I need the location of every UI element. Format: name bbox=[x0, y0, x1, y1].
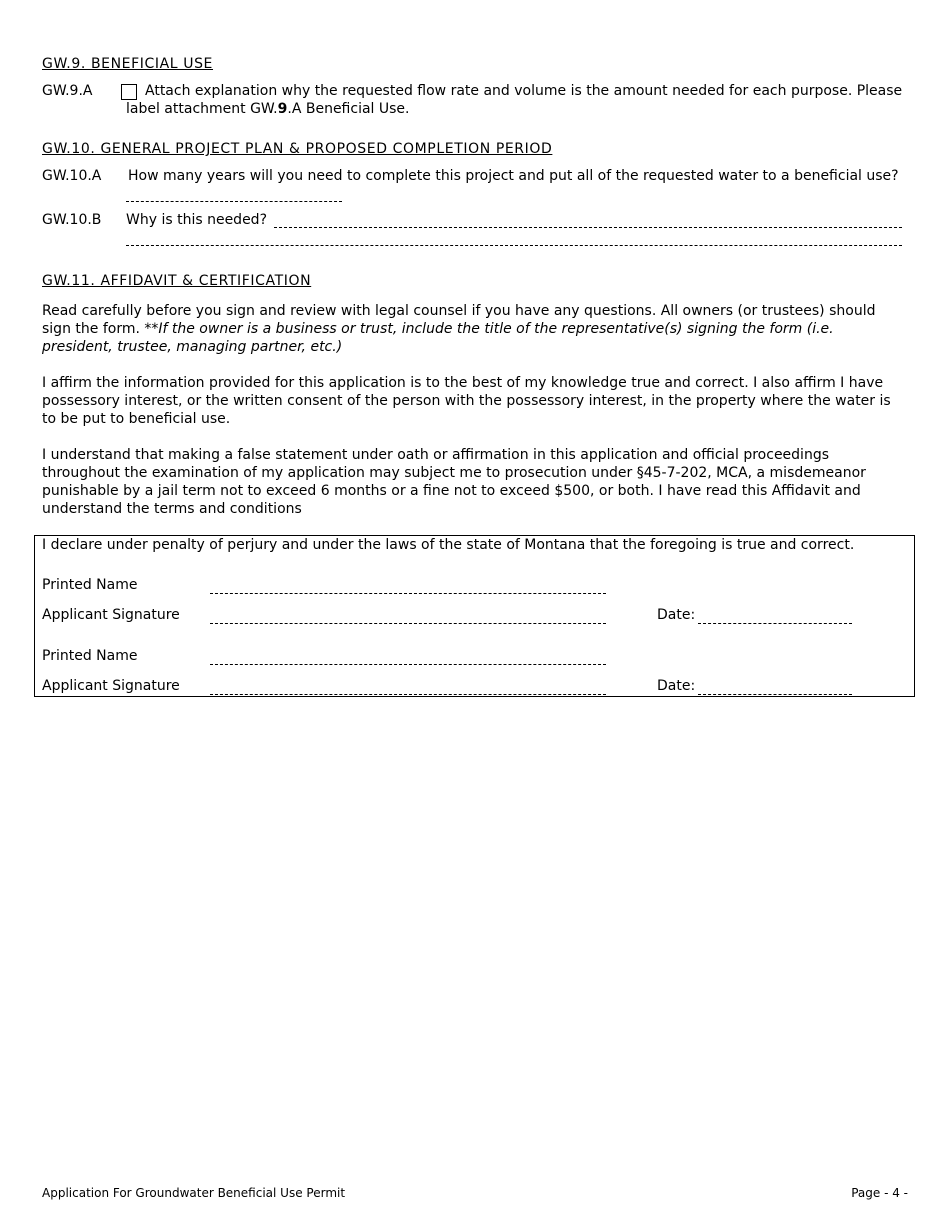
affidavit-paragraph-3: I understand that making a false statement under oath or affirmation in this application and official proceedings throughout the examination of my application may subject me to prosecution under §45-7-202, MCA, a misdemeanor punishable by a jail term not to exceed 6 months or a fine not to exceed $500, or both. I have read this Affidavit and understand the terms and conditions bbox=[42, 447, 866, 517]
section-heading-gw9: GW.9. BENEFICIAL USE bbox=[42, 56, 214, 72]
gw9a-text-line2: label attachment GW.9.A Beneficial Use. bbox=[126, 101, 410, 117]
section-heading-gw10: GW.10. GENERAL PROJECT PLAN & PROPOSED COMPLETION PERIOD bbox=[42, 141, 553, 157]
printed-name-line-1[interactable] bbox=[210, 593, 606, 594]
date-label-1: Date: bbox=[657, 607, 696, 623]
why-needed-input-line-2[interactable] bbox=[126, 245, 902, 246]
date-line-2[interactable] bbox=[698, 694, 852, 695]
attachment-checkbox[interactable] bbox=[121, 84, 137, 100]
page-number: Page - 4 - bbox=[851, 1186, 908, 1200]
gw9a-text-line1: Attach explanation why the requested flow rate and volume is the amount needed for each purpose. Please bbox=[145, 83, 903, 99]
why-needed-input-line-1[interactable] bbox=[274, 227, 902, 228]
affidavit-paragraph-1: Read carefully before you sign and review with legal counsel if you have any questions. All owners (or trustees) should sign the form. **If the owner is a business or trust, include the title of the representative(s) signing the form (i.e. president, trustee, managing partner, etc.) bbox=[42, 303, 876, 355]
declaration-text: I declare under penalty of perjury and under the laws of the state of Montana that the foregoing is true and correct. bbox=[42, 537, 855, 553]
printed-name-label-1: Printed Name bbox=[42, 577, 138, 593]
years-input-line[interactable] bbox=[126, 201, 342, 202]
date-line-1[interactable] bbox=[698, 623, 852, 624]
signature-line-2[interactable] bbox=[210, 694, 606, 695]
signature-label-1: Applicant Signature bbox=[42, 607, 180, 623]
item-label-gw10a: GW.10.A bbox=[42, 168, 102, 184]
signature-label-2: Applicant Signature bbox=[42, 678, 180, 694]
signature-line-1[interactable] bbox=[210, 623, 606, 624]
item-label-gw9a: GW.9.A bbox=[42, 83, 93, 99]
gw10a-question: How many years will you need to complete this project and put all of the requested water to a beneficial use? bbox=[128, 168, 899, 184]
printed-name-line-2[interactable] bbox=[210, 664, 606, 665]
affidavit-paragraph-2: I affirm the information provided for this application is to the best of my knowledge true and correct. I also affirm I have possessory interest, or the written consent of the person with the possessory interest, in the property where the water is to be put to beneficial use. bbox=[42, 375, 891, 427]
item-label-gw10b: GW.10.B bbox=[42, 212, 102, 228]
footer-title: Application For Groundwater Beneficial Use Permit bbox=[42, 1186, 346, 1200]
gw10b-question: Why is this needed? bbox=[126, 212, 267, 228]
date-label-2: Date: bbox=[657, 678, 696, 694]
printed-name-label-2: Printed Name bbox=[42, 648, 138, 664]
section-heading-gw11: GW.11. AFFIDAVIT & CERTIFICATION bbox=[42, 273, 312, 289]
